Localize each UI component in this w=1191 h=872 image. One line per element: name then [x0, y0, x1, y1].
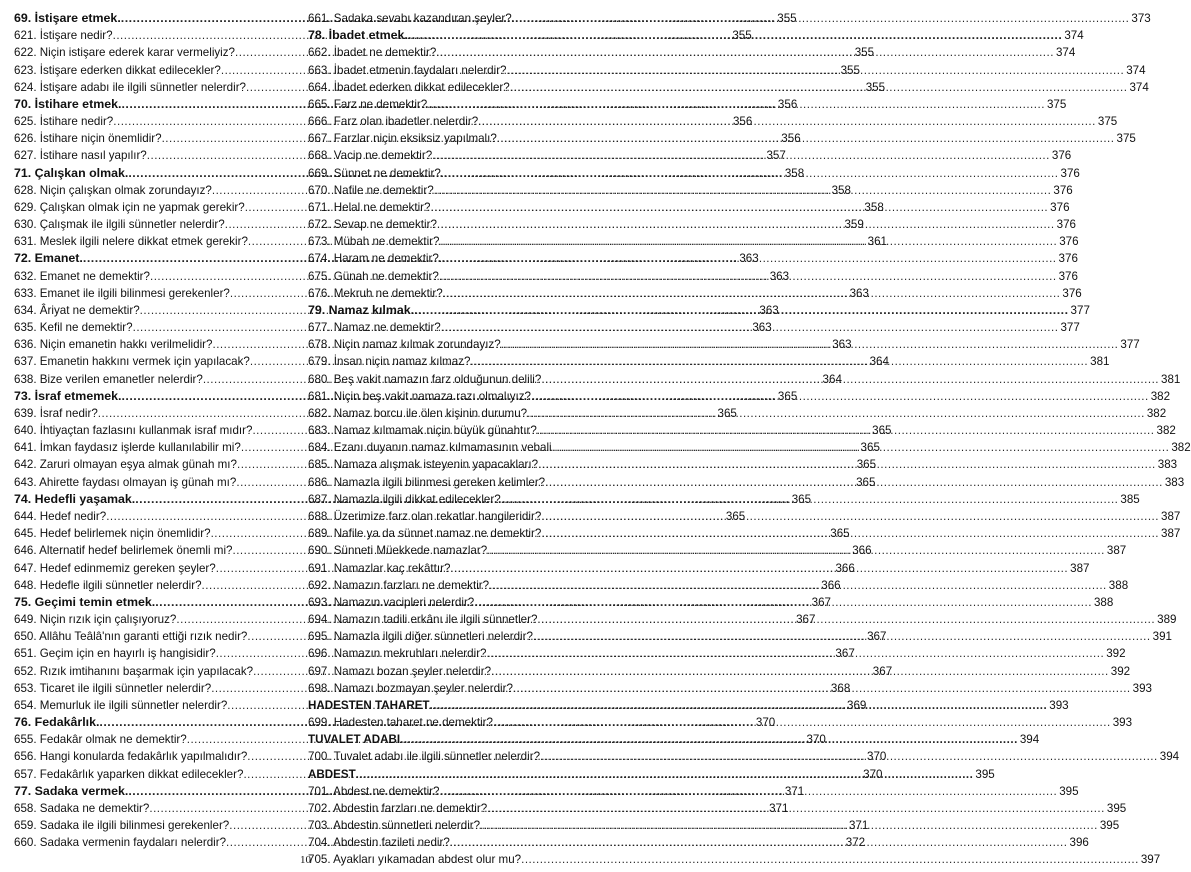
toc-entry-title: 684. Ezanı duyanın namaz kılmamasının vebali: [308, 441, 552, 455]
toc-page-number: 372: [845, 836, 866, 850]
toc-page-number: 376: [1050, 200, 1070, 214]
toc-page-number: 377: [1120, 338, 1140, 352]
dot-leader: [439, 250, 1057, 267]
toc-entry-title: 621. İstişare nedir?: [14, 29, 113, 43]
toc-entry-title: 626. İstihare niçin önemlidir?: [14, 132, 162, 146]
toc-entry-title: 632. Emanet ne demektir?: [14, 269, 150, 283]
dot-leader: [541, 371, 1159, 388]
dot-leader: [552, 439, 1170, 456]
toc-page-number: 387: [1106, 544, 1127, 558]
toc-page-number: 364: [869, 355, 889, 369]
toc-page-number: 358: [784, 166, 805, 180]
toc-entry-title: 661. Sadaka sevabı kazandıran şeyler?: [308, 12, 512, 25]
dot-leader: [497, 130, 1115, 147]
toc-entry-title: 676. Mekruh ne demektir?: [308, 286, 443, 300]
toc-entry-title: 674. Haram ne demektir?: [308, 252, 439, 266]
toc-entry-title: 655. Fedakâr olmak ne demektir?: [14, 733, 187, 747]
toc-page-number: 356: [777, 97, 798, 111]
toc-entry-title: 77. Sadaka vermek.: [14, 783, 129, 798]
toc-page-number: 367: [835, 647, 855, 661]
toc-page-number: 382: [1146, 406, 1167, 420]
toc-page-number: 369: [847, 698, 867, 712]
toc-page-number: 370: [806, 733, 826, 747]
toc-page-number: 366: [821, 578, 841, 592]
toc-entry-title: ABDEST: [308, 767, 356, 781]
dot-leader: [491, 663, 1109, 680]
toc-page-number: 371: [784, 784, 805, 798]
toc-page-number: 367: [796, 613, 816, 627]
toc-entry-title: 631. Meslek ilgili nelere dikkat etmek gerekir?: [14, 235, 248, 249]
toc-entry-title: 657. Fedakârlık yaparken dikkat edilecekler?: [14, 767, 244, 781]
toc-page-number: 365: [856, 458, 877, 472]
toc-page-number: 365: [872, 424, 892, 438]
toc-entry-title: 623. İstişare ederken dikkat edilecekler?: [14, 63, 221, 77]
toc-entry-title: 662. İbadet ne demektir?: [308, 46, 437, 60]
toc-page-number: 382: [1150, 389, 1171, 403]
toc-page-number: 393: [1132, 681, 1152, 695]
toc-page-number: 388: [1093, 595, 1114, 609]
toc-entry-title: 629. Çalışkan olmak için ne yapmak gerekir?: [14, 200, 245, 214]
toc-page-number: 355: [854, 46, 875, 60]
toc-entry-title: 650. Allâhu Teâlâ'nın garanti ettiği rızık nedir?: [14, 630, 248, 644]
toc-entry-title: 641. İmkan faydasız işlerde kullanılabilir mi?: [14, 441, 241, 455]
toc-entry-title: 683. Namaz kılmamak niçin büyük günahtır?: [308, 424, 537, 438]
toc-page-number: 370: [863, 767, 883, 781]
toc-page-number: 377: [1070, 303, 1090, 317]
toc-page-number: 383: [1164, 475, 1185, 489]
toc-entry-title: 693. Namazın vacipleri nelerdir?: [308, 595, 475, 609]
toc-entry-title: 643. Ahirette faydası olmayan iş günah mı?: [14, 475, 237, 489]
page-number: 10: [300, 854, 311, 866]
toc-entry-title: 656. Hangi konularda fedakârlık yapılmalıdır?: [14, 750, 248, 764]
toc-entry-title: 69. İstişare etmek.: [14, 11, 121, 25]
dot-leader: [474, 594, 1092, 611]
toc-entry-title: 698. Namazı bozmayan şeyler nelerdir?: [308, 681, 513, 695]
toc-entry-title: 658. Sadaka ne demektir?: [14, 801, 150, 815]
toc-page-number: 363: [759, 303, 779, 317]
dot-leader: [538, 456, 1156, 473]
dot-leader: [513, 680, 1131, 697]
toc-page-number: 371: [848, 819, 869, 833]
toc-entry-title: 690. Sünneti Müekkede namazlar?: [308, 544, 488, 558]
toc-page-number: 358: [864, 200, 884, 214]
toc-entry-title: 679. İnsan niçin namaz kılmaz?: [308, 355, 471, 369]
dot-leader: [501, 491, 1119, 508]
toc-page-number: 365: [860, 441, 880, 455]
toc-entry-title: 680. Beş vakit namazın farz olduğunun delili?: [308, 372, 542, 386]
toc-page-number: 371: [769, 801, 789, 815]
toc-entry-title: 636. Niçin emanetin hakkı verilmelidir?: [14, 338, 213, 352]
toc-entry-title: HADESTEN TAHARET: [308, 698, 430, 712]
toc-page-number: 365: [830, 527, 850, 541]
toc-entry-title: 705. Ayakları yıkamadan abdest olur mu?: [308, 853, 522, 867]
toc-entry-title: 75. Geçimi temin etmek.: [14, 594, 156, 609]
toc-page-number: 388: [1108, 578, 1129, 592]
toc-entry-title: 660. Sadaka vermenin faydaları nelerdir?: [14, 836, 227, 850]
dot-leader: [441, 165, 1059, 182]
toc-page-number: 387: [1161, 509, 1181, 523]
toc-entry-title: 668. Vacip ne demektir?: [308, 149, 433, 163]
toc-entry-title: TUVALET ADABI: [308, 733, 401, 747]
dot-leader: [487, 645, 1105, 662]
toc-page-number: 395: [1106, 801, 1127, 815]
toc-entry-title: 628. Niçin çalışkan olmak zorundayız?: [14, 183, 212, 197]
toc-entry-title: 634. Âriyat ne demektir?: [14, 303, 140, 317]
toc-entry-title: 685. Namaza alışmak isteyenin yapacakları?: [308, 458, 539, 472]
toc-entry-title: 635. Kefil ne demektir?: [14, 321, 133, 335]
dot-leader: [400, 731, 1018, 748]
toc-page-number: 363: [752, 321, 772, 335]
dot-leader: [437, 216, 1055, 233]
toc-page-number: 363: [832, 338, 852, 352]
toc-page-number: 374: [1064, 29, 1084, 43]
toc-entry-title: 652. Rızık imtihanını başarmak için yapılacak?: [14, 664, 254, 678]
toc-entry-title: 669. Sünnet ne demektir?: [308, 166, 441, 180]
toc-entry-title: 687. Namazla ilgili dikkat edilecekler?: [308, 492, 501, 506]
toc-page-number: 374: [1126, 63, 1146, 77]
toc-page-number: 376: [1060, 166, 1080, 180]
toc-page-number: 382: [1171, 441, 1191, 455]
dot-leader: [436, 44, 1054, 61]
toc-page-number: 376: [1058, 252, 1078, 266]
dot-leader: [427, 96, 1045, 113]
toc-entry-title: 71. Çalışkan olmak.: [14, 165, 129, 180]
toc-page-number: 387: [1070, 561, 1090, 575]
toc-entry-title: 74. Hedefli yaşamak.: [14, 491, 136, 506]
toc-page-number: 365: [856, 475, 876, 489]
toc-entry-title: 702. Abdestin farzları ne demektir?: [308, 801, 488, 815]
toc-page-number: 355: [732, 29, 752, 43]
toc-entry-title: 670. Nafile ne demektir?: [308, 183, 434, 197]
dot-leader: [432, 147, 1050, 164]
toc-entry-title: 653. Ticaret ile ilgili sünnetler nelerdir?: [14, 681, 212, 695]
dot-leader: [430, 199, 1048, 216]
toc-entry-title: 622. Niçin istişare ederek karar vermeliyiz?: [14, 46, 236, 60]
toc-page-number: 366: [835, 561, 855, 575]
toc-entry-title: 640. İhtiyaçtan fazlasını kullanmak israf mıdır?: [14, 424, 253, 438]
dot-leader: [501, 336, 1119, 353]
toc-entry-title: 78. İbadet etmek.: [308, 28, 408, 43]
dot-leader: [540, 748, 1158, 765]
toc-entry-title: 663. İbadet etmenin faydaları nelerdir?: [308, 63, 507, 77]
toc-entry-title: 694. Namazın tadili erkânı ile ilgili sünnetler?: [308, 613, 538, 627]
dot-leader: [414, 302, 1068, 319]
toc-entry-title: 630. Çalışmak ile ilgili sünnetler nelerdir?: [14, 218, 225, 232]
toc-page-number: 393: [1049, 698, 1069, 712]
toc-entry-title: 699. Hadesten taharet ne demektir?: [308, 716, 493, 730]
toc-page-number: 395: [975, 767, 995, 781]
toc-page-number: 370: [755, 716, 776, 730]
dot-leader: [507, 62, 1125, 79]
toc-entry-title: 686. Namazla ilgili bilinmesi gereken kelimler?: [308, 475, 546, 489]
toc-page-number: 357: [766, 149, 786, 163]
toc-entry-title: 701. Abdest ne demektir?: [308, 784, 440, 798]
dot-leader: [441, 319, 1059, 336]
dot-leader: [489, 577, 1107, 594]
toc-page-number: 364: [822, 372, 842, 386]
toc-page-number: 374: [1055, 46, 1076, 60]
dot-leader: [541, 525, 1159, 542]
toc-page-number: 381: [1161, 372, 1181, 386]
toc-entry-title: 73. İsraf etmemek.: [14, 388, 122, 403]
toc-entry-title: 697. Namazı bozan şeyler nelerdir?: [308, 664, 492, 678]
dot-leader: [531, 388, 1149, 405]
toc-page-number: 387: [1161, 527, 1181, 541]
toc-page-number: 366: [852, 544, 872, 558]
toc-page-number: 392: [1106, 647, 1126, 661]
toc-page-number: 359: [844, 218, 864, 232]
toc-entry-title: 665. Farz ne demektir?: [308, 97, 428, 111]
dot-leader: [450, 560, 1068, 577]
toc-page-number: 376: [1051, 149, 1072, 163]
toc-page-number: 373: [1131, 12, 1151, 25]
toc-entry-title: 648. Hedefle ilgili sünnetler nelerdir?: [14, 578, 202, 592]
toc-entry-title: 633. Emanet ile ilgili bilinmesi gerekenler?: [14, 286, 230, 300]
toc-entry-title: 696. Namazın mekruhları nelerdir?: [308, 647, 487, 661]
toc-page-number: 367: [872, 664, 893, 678]
toc-entry-title: 691. Namazlar kaç rekâttır?: [308, 561, 451, 575]
toc-entry-title: 671. Helal ne demektir?: [308, 200, 431, 214]
dot-leader: [434, 182, 1052, 199]
toc-entry-title: 646. Alternatif hedef belirlemek önemli mi?: [14, 544, 233, 558]
toc-page-number: 368: [830, 681, 851, 695]
toc-entry-title: 642. Zaruri olmayan eşya almak günah mı?: [14, 458, 237, 472]
dot-leader: [537, 611, 1155, 628]
toc-page-number: 356: [781, 132, 801, 146]
dot-leader: [487, 542, 1105, 559]
toc-page-number: 391: [1152, 630, 1172, 644]
toc-page-number: 355: [865, 80, 886, 94]
toc-page-number: 358: [831, 183, 851, 197]
toc-entry-title: 647. Hedef edinmemiz gereken şeyler?: [14, 561, 216, 575]
toc-page-number: 376: [1059, 235, 1079, 249]
toc-page-number: 395: [1099, 819, 1120, 833]
dot-leader: [439, 783, 1057, 800]
dot-leader: [480, 817, 1098, 834]
toc-entry-title: 688. Üzerimize farz olan rekatlar hangileridir?: [308, 509, 542, 523]
dot-leader: [478, 113, 1096, 130]
toc-page-number: 376: [1053, 183, 1073, 197]
dot-leader: [545, 474, 1163, 491]
toc-page-number: 355: [840, 63, 860, 77]
toc-page-number: 370: [867, 750, 887, 764]
toc-page-number: 377: [1060, 321, 1080, 335]
dot-leader: [450, 834, 1068, 851]
toc-page-number: 393: [1112, 716, 1133, 730]
toc-page-number: 397: [1140, 853, 1161, 867]
toc-entry-title: 651. Geçim için en hayırlı iş hangisidir?: [14, 647, 216, 661]
toc-entry-title: 637. Emanetin hakkını vermek için yapılacak?: [14, 355, 250, 369]
toc-page-number: 383: [1157, 458, 1178, 472]
toc-entry-title: 625. İstihare nedir?: [14, 115, 114, 129]
dot-leader: [527, 405, 1145, 422]
toc-entry-title: 638. Bize verilen emanetler nelerdir?: [14, 372, 203, 386]
toc-entry-title: 672. Sevap ne demektir?: [308, 218, 437, 232]
toc-page-number: 361: [867, 235, 887, 249]
toc-page-number: 395: [1059, 784, 1079, 798]
toc-entry-title: 678. Niçin namaz kılmak zorundayız?: [308, 338, 501, 352]
toc-page-number: 381: [1090, 355, 1110, 369]
toc-page-number: 376: [1056, 218, 1076, 232]
toc-page-number: 394: [1019, 733, 1040, 747]
toc-page-number: 365: [717, 406, 737, 420]
toc-entry-title: 645. Hedef belirlemek niçin önemlidir?: [14, 527, 211, 541]
toc-page-number: 375: [1097, 115, 1118, 129]
toc-page-number: 392: [1110, 664, 1131, 678]
toc-page-number: 389: [1157, 613, 1177, 627]
toc-page-number: 367: [811, 595, 831, 609]
toc-entry-title: 681. Niçin beş vakit namaza razı olmalıyız?: [308, 389, 531, 403]
dot-leader: [533, 628, 1151, 645]
toc-page-number: 363: [769, 269, 790, 283]
toc-entry-title: 70. İstihare etmek.: [14, 96, 122, 111]
toc-entry-title: 689. Nafile ya da sünnet namaz ne demektir?: [308, 527, 542, 541]
toc-page-number: 382: [1156, 424, 1176, 438]
toc-page-number: 363: [739, 252, 759, 266]
toc-page-number: 367: [867, 630, 887, 644]
toc-entry-title: 644. Hedef nedir?: [14, 509, 107, 523]
toc-entry-title: 659. Sadaka ile ilgili bilinmesi gerekenler?: [14, 819, 230, 833]
toc-entry-title: 654. Memurluk ile ilgili sünnetler nelerdir?: [14, 698, 228, 712]
dot-leader: [430, 697, 1048, 714]
dot-leader: [356, 766, 974, 783]
toc-entry-title: 624. İstişare adabı ile ilgili sünnetler nelerdir?: [14, 80, 247, 94]
toc-entry-title: 79. Namaz kılmak.: [308, 302, 415, 317]
toc-page-number: 356: [732, 115, 753, 129]
toc-entry-title: 72. Emanet.: [14, 251, 83, 266]
dot-leader: [521, 851, 1139, 868]
toc-page-number: 365: [777, 389, 798, 403]
toc-entry-title: 682. Namaz borcu ile ölen kişinin durumu?: [308, 406, 528, 420]
toc-entry-title: 664. İbadet ederken dikkat edilecekler?: [308, 80, 510, 94]
toc-page-number: 385: [1120, 492, 1140, 506]
toc-entry-title: 677. Namaz ne demektir?: [308, 321, 441, 335]
dot-leader: [493, 714, 1111, 731]
dot-leader: [470, 353, 1088, 370]
toc-page-number: 376: [1062, 286, 1082, 300]
toc-entry-title: 666. Farz olan ibadetler nelerdir?: [308, 115, 479, 129]
toc-page-number: 375: [1046, 97, 1067, 111]
toc-page-number: 365: [725, 509, 746, 523]
toc-entry-title: 649. Niçin rızık için çalışıyoruz?: [14, 613, 177, 627]
toc-page-number: 374: [1129, 80, 1149, 94]
dot-leader: [487, 800, 1105, 817]
toc-page-number: 355: [777, 12, 797, 25]
toc-page-number: 363: [849, 286, 869, 300]
toc-entry-title: 673. Mübah ne demektir?: [308, 235, 440, 249]
toc-entry-title: 675. Günah ne demektir?: [308, 269, 439, 283]
toc-entry-title: 639. İsraf nedir?: [14, 406, 98, 420]
toc-entry-title: 703. Abdestin sünnetleri nelerdir?: [308, 819, 481, 833]
toc-page-number: 376: [1058, 269, 1078, 283]
dot-leader: [510, 79, 1128, 96]
dot-leader: [408, 27, 1062, 44]
dot-leader: [443, 285, 1061, 302]
toc-entry-title: 627. İstihare nasıl yapılır?: [14, 149, 147, 163]
toc-entry-title: 695. Namazla ilgili diğer sünnetleri nelerdir?: [308, 630, 533, 644]
toc-page-number: 365: [791, 492, 812, 506]
dot-leader: [439, 268, 1057, 285]
toc-entry-title: 667. Farzlar niçin eksiksiz yapılmalı?: [308, 132, 497, 146]
toc-page-number: 394: [1159, 750, 1180, 764]
dot-leader: [439, 233, 1057, 250]
dot-leader: [541, 508, 1159, 525]
toc-entry-title: 76. Fedakârlık.: [14, 715, 100, 730]
dot-leader: [512, 10, 1130, 27]
toc-entry-title: 692. Namazın farzları ne demektir?: [308, 578, 490, 592]
dot-leader: [537, 422, 1155, 439]
toc-page-number: 396: [1069, 836, 1089, 850]
toc-page-number: 375: [1116, 132, 1136, 146]
toc-entry-title: 704. Abdestin fazileti nedir?: [308, 836, 450, 850]
toc-entry-title: 700. Tuvalet adabı ile ilgili sünnetler nelerdir?: [308, 750, 541, 764]
